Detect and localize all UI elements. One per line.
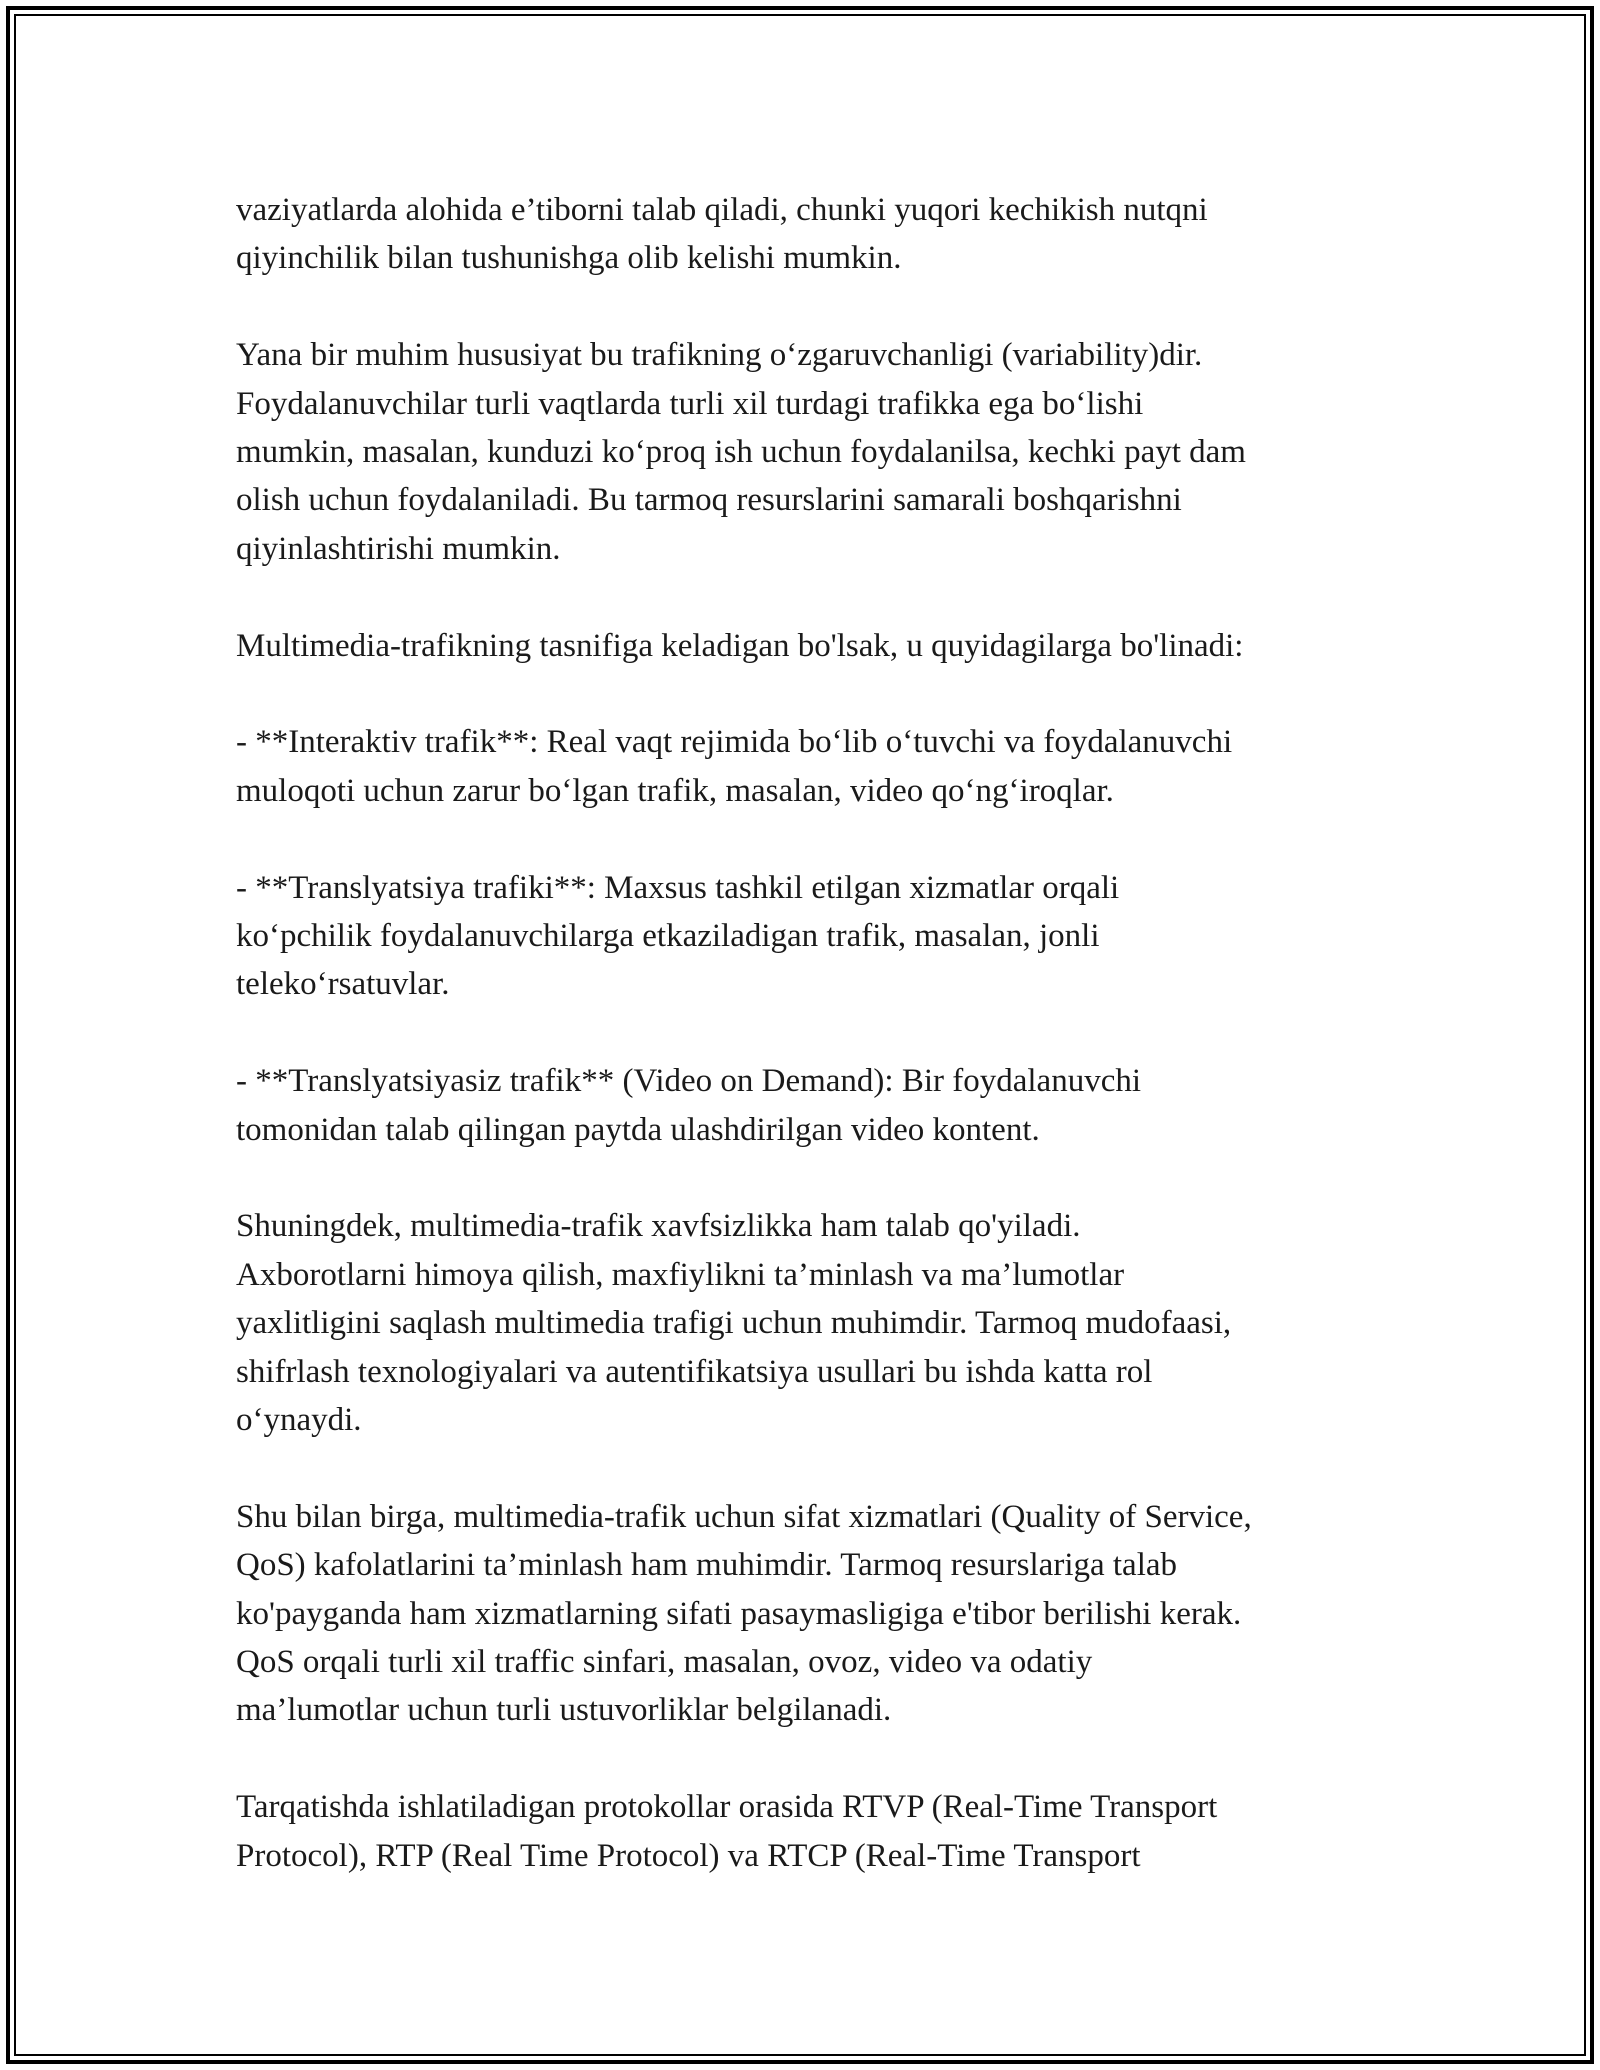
- text-line: muloqoti uchun zarur bo‘lgan trafik, masalan, video qo‘ng‘iroqlar.: [236, 772, 1114, 809]
- document-body: [236, 186, 1386, 1928]
- text-line: - **Interaktiv trafik**: Real vaqt rejimida bo‘lib o‘tuvchi va foydalanuvchi: [236, 724, 1233, 761]
- list-item-broadcast-traffic: [236, 864, 1386, 1009]
- text-line: mumkin, masalan, kunduzi ko‘proq ish uchun foydalanilsa, kechki payt dam: [236, 434, 1246, 471]
- text-line: Protocol), RTP (Real Time Protocol) va RTCP (Real-Time Transport: [236, 1837, 1141, 1874]
- paragraph-classification-intro: [236, 622, 1386, 670]
- paragraph-variability: [236, 331, 1386, 573]
- text-line: ko‘pchilik foydalanuvchilarga etkaziladigan trafik, masalan, jonli: [236, 918, 1100, 955]
- paragraph-latency-continuation: [236, 186, 1386, 283]
- text-line: Multimedia-trafikning tasnifiga keladigan bo'lsak, u quyidagilarga bo'linadi:: [236, 627, 1244, 664]
- text-line: shifrlash texnologiyalari va autentifikatsiya usullari bu ishda katta rol: [236, 1353, 1153, 1390]
- text-line: Yana bir muhim hususiyat bu trafikning o‘zgaruvchanligi (variability)dir.: [236, 337, 1203, 374]
- text-line: - **Translyatsiya trafiki**: Maxsus tashkil etilgan xizmatlar orqali: [236, 869, 1120, 906]
- list-item-on-demand-traffic: [236, 1057, 1386, 1154]
- text-line: - **Translyatsiyasiz trafik** (Video on Demand): Bir foydalanuvchi: [236, 1063, 1142, 1100]
- text-line: o‘ynaydi.: [236, 1402, 362, 1439]
- text-line: ko'payganda ham xizmatlarning sifati pasaymasligiga e'tibor berilishi kerak.: [236, 1595, 1242, 1632]
- paragraph-security: [236, 1202, 1386, 1444]
- text-line: Foydalanuvchilar turli vaqtlarda turli xil turdagi trafikka ega bo‘lishi: [236, 385, 1144, 422]
- text-line: QoS) kafolatlarini ta’minlash ham muhimdir. Tarmoq resurslariga talab: [236, 1547, 1178, 1584]
- text-line: qiyinlashtirishi mumkin.: [236, 530, 561, 567]
- text-line: Shu bilan birga, multimedia-trafik uchun sifat xizmatlari (Quality of Service,: [236, 1498, 1252, 1535]
- paragraph-qos: [236, 1493, 1386, 1735]
- text-line: teleko‘rsatuvlar.: [236, 966, 450, 1003]
- text-line: QoS orqali turli xil traffic sinfari, masalan, ovoz, video va odatiy: [236, 1644, 1093, 1681]
- text-line: yaxlitligini saqlash multimedia trafigi uchun muhimdir. Tarmoq mudofaasi,: [236, 1305, 1232, 1342]
- text-line: Axborotlarni himoya qilish, maxfiylikni ta’minlash va ma’lumotlar: [236, 1256, 1125, 1293]
- text-line: vaziyatlarda alohida e’tiborni talab qiladi, chunki yuqori kechikish nutqni: [236, 192, 1208, 228]
- text-line: Tarqatishda ishlatiladigan protokollar orasida RTVP (Real-Time Transport: [236, 1789, 1218, 1826]
- text-line: Shuningdek, multimedia-trafik xavfsizlikka ham talab qo'yiladi.: [236, 1208, 1081, 1245]
- text-line: ma’lumotlar uchun turli ustuvorliklar belgilanadi.: [236, 1692, 892, 1729]
- text-line: tomonidan talab qilingan paytda ulashdirilgan video kontent.: [236, 1111, 1040, 1148]
- text-line: olish uchun foydalaniladi. Bu tarmoq resurslarini samarali boshqarishni: [236, 482, 1182, 519]
- text-line: qiyinchilik bilan tushunishga olib kelishi mumkin.: [236, 240, 902, 277]
- list-item-interactive-traffic: [236, 718, 1386, 815]
- paragraph-protocols: [236, 1783, 1386, 1880]
